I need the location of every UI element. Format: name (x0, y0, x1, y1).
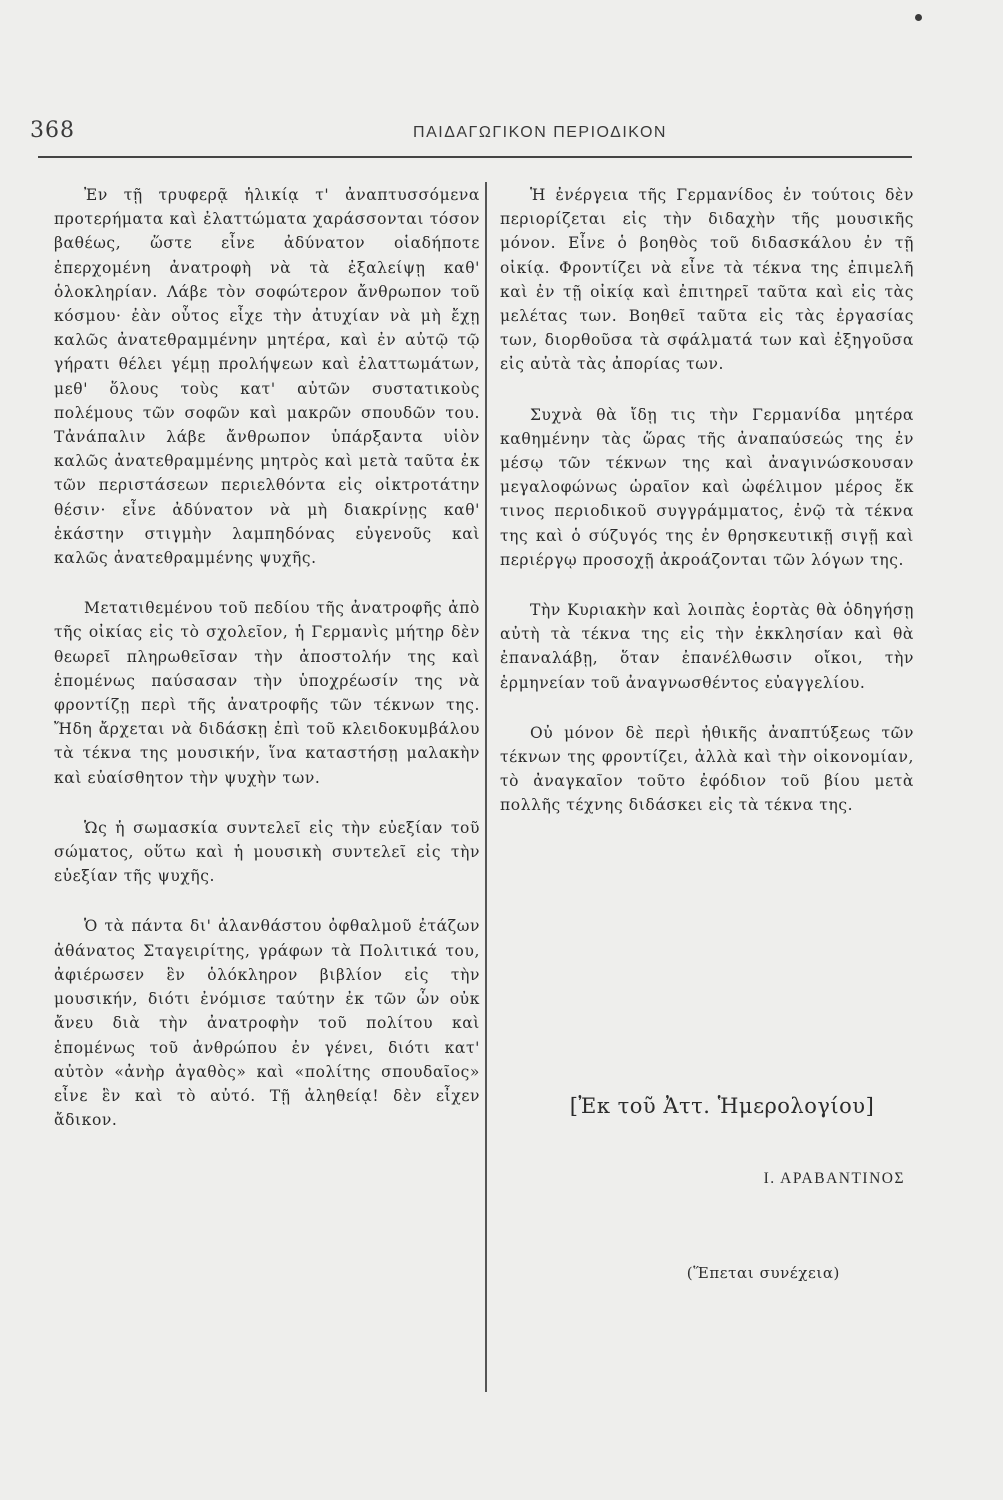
paragraph: Τὴν Κυριακὴν καὶ λοιπὰς ἑορτὰς θὰ ὁδηγήσῃ αὐτὴ τὰ τέκνα της εἰς τὴν ἐκκλησίαν καὶ θὰ ἐπαναλάβῃ, ὅταν ἐπανέλθωσιν οἴκοι, τὴν ἑρμηνείαν τοῦ ἀναγνωσθέντος εὐαγγελίου. (500, 601, 914, 692)
author-signature: Ι. ΑΡΑΒΑΝΤΙΝΟΣ (763, 1170, 905, 1187)
right-column (500, 183, 914, 818)
running-title: ΠΑΙΔΑΓΩΓΙΚΟΝ ΠΕΡΙΟΔΙΚΟΝ (413, 124, 667, 141)
source-note: [Ἐκ τοῦ Ἀττ. Ἡμερολογίου] (569, 1094, 875, 1118)
paragraph: Ἐν τῇ τρυφερᾷ ἡλικίᾳ τ' ἀναπτυσσόμενα προτερήματα καὶ ἐλαττώματα χαράσσονται τόσον βαθέως, ὥστε εἶνε ἀδύνατον οἱαδήποτε ἐπερχομένη ἀνατροφὴ νὰ τὰ ἐξαλείψῃ καθ' ὁλοκληρίαν. Λάβε τὸν σοφώτερον ἄνθρωπον τοῦ κόσμου· ἐὰν οὗτος εἶχε τὴν ἀτυχίαν νὰ μὴ ἔχῃ καλῶς ἀνατεθραμμένην μητέρα, καὶ ἐν αὐτῷ τῷ γήρατι θέλει γέμῃ προλήψεων καὶ ἐλαττωμάτων, μεθ' ὅλους τοὺς κατ' αὐτῶν συστατικοὺς πολέμους τῶν σοφῶν καὶ μακρῶν σπουδῶν του. Τἀνάπαλιν λάβε ἄνθρωπον ὑπάρξαντα υἱὸν καλῶς ἀνατεθραμμένης μητρὸς καὶ μετὰ ταῦτα ἐκ τῶν περιστάσεων περιελθόντα εἰς οἰκτροτάτην θέσιν· εἶνε ἀδύνατον νὰ μὴ διακρίνῃς καθ' ἑκάστην στιγμὴν λαμπηδόνας εὐγενοῦς καὶ καλῶς ἀνατεθραμμένης ψυχῆς. (54, 186, 480, 568)
header-rule (38, 156, 912, 158)
continuation-note: (Ἕπεται συνέχεια) (686, 1264, 840, 1282)
paragraph: Συχνὰ θὰ ἴδῃ τις τὴν Γερμανίδα μητέρα καθημένην τὰς ὥρας τῆς ἀναπαύσεώς της ἐν μέσῳ τῶν τέκνων της καὶ ἀναγινώσκουσαν μεγαλοφώνως ὡραῖον καὶ ὠφέλιμον μέρος ἔκ τινος περιοδικοῦ συγγράμματος, ἐνῷ τὰ τέκνα της καὶ ὁ σύζυγός της ἐν θρησκευτικῇ σιγῇ καὶ περιέργῳ προσοχῇ ἀκροάζονται τῶν λόγων της. (500, 405, 914, 569)
paragraph: Ὁ τὰ πάντα δι' ἀλανθάστου ὀφθαλμοῦ ἐτάζων ἀθάνατος Σταγειρίτης, γράφων τὰ Πολιτικά του, ἀφιέρωσεν ἓν ὁλόκληρον βιβλίον εἰς τὴν μουσικήν, διότι ἐνόμισε ταύτην ἐκ τῶν ὧν οὐκ ἄνευ διὰ τὴν ἀνατροφὴν τοῦ πολίτου καὶ ἑπομένως τοῦ ἀνθρώπου ἐν γένει, διότι κατ' αὐτὸν «ἀνὴρ ἀγαθὸς» καὶ «πολίτης σπουδαῖος» εἶνε ἓν καὶ τὸ αὐτό. Τῇ ἀληθείᾳ! δὲν εἶχεν ἄδικον. (54, 917, 480, 1130)
left-column (54, 183, 480, 1132)
paragraph: Ἡ ἐνέργεια τῆς Γερμανίδος ἐν τούτοις δὲν περιορίζεται εἰς τὴν διδαχὴν τῆς μουσικῆς μόνον. Εἶνε ὁ βοηθὸς τοῦ διδασκάλου ἐν τῇ οἰκίᾳ. Φροντίζει νὰ εἶνε τὰ τέκνα της ἐπιμελῆ καὶ ἐν τῇ οἰκίᾳ καὶ ἐπιτηρεῖ ταῦτα καὶ εἰς τὰς μελέτας των. Βοηθεῖ ταῦτα εἰς τὰς ἐργασίας των, διορθοῦσα τὰ σφάλματά των καὶ ἐξηγοῦσα εἰς αὐτὰ τὰς ἀπορίας των. (500, 186, 914, 374)
paragraph: Οὐ μόνον δὲ περὶ ἠθικῆς ἀναπτύξεως τῶν τέκνων της φροντίζει, ἀλλὰ καὶ τὴν οἰκονομίαν, τὸ ἀναγκαῖον τοῦτο ἐφόδιον τοῦ βίου μετὰ πολλῆς τέχνης διδάσκει εἰς τὰ τέκνα της. (500, 723, 914, 815)
column-divider (485, 182, 487, 1392)
ink-dot (915, 14, 922, 21)
paragraph: Μετατιθεμένου τοῦ πεδίου τῆς ἀνατροφῆς ἀπὸ τῆς οἰκίας εἰς τὸ σχολεῖον, ἡ Γερμανὶς μήτηρ δὲν θεωρεῖ πληρωθεῖσαν τὴν ἀποστολήν της καὶ ἑπομένως παύσασαν τὴν ὑποχρέωσίν της νὰ φροντίζῃ περὶ τῆς ἀνατροφῆς τῶν τέκνων της. Ἤδη ἄρχεται νὰ διδάσκῃ ἐπὶ τοῦ κλειδοκυμβάλου τὰ τέκνα της μουσικήν, ἵνα καταστήσῃ μαλακὴν καὶ εὐαίσθητον τὴν ψυχὴν των. (54, 599, 480, 787)
page-number: 368 (30, 118, 75, 143)
paragraph: Ὡς ἡ σωμασκία συντελεῖ εἰς τὴν εὐεξίαν τοῦ σώματος, οὕτω καὶ ἡ μουσικὴ συντελεῖ εἰς τὴν εὐεξίαν τῆς ψυχῆς. (54, 818, 480, 886)
